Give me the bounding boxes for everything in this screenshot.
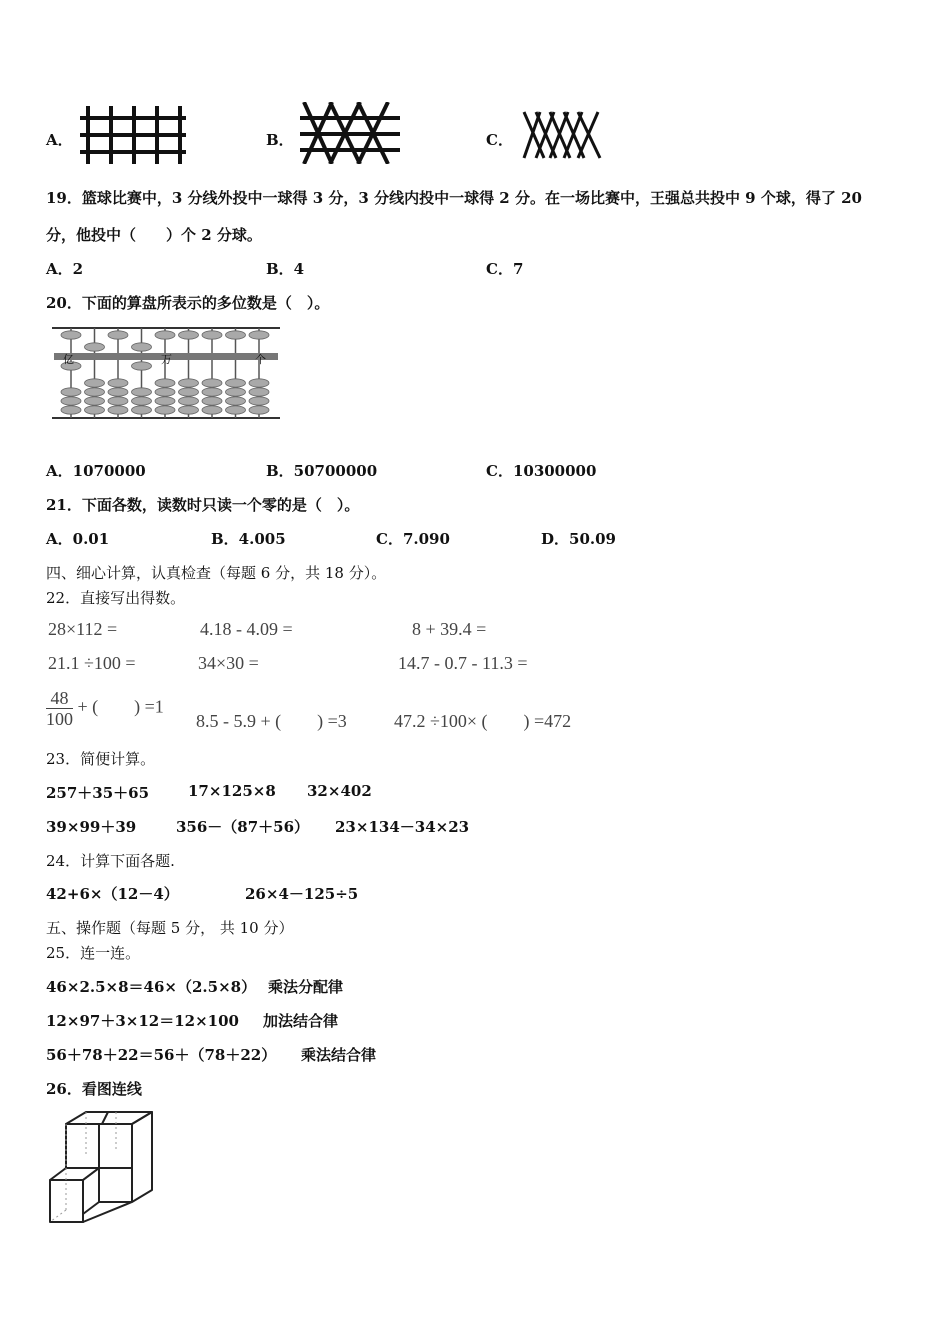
q18-option-a-label: A． (46, 131, 73, 149)
q18-figure-c (522, 110, 604, 160)
q22-r1-c1: 28×112 = (48, 619, 118, 639)
q20-option-c: C．10300000 (486, 462, 597, 480)
abacus-label-ge: 个 (255, 353, 266, 366)
abacus-lower-bead (61, 388, 81, 396)
q19-option-c: C．7 (486, 260, 524, 278)
q22-stem: 22．直接写出得数。 (46, 589, 186, 607)
q18-option-b-label: B． (266, 131, 294, 149)
abacus-lower-bead (179, 397, 199, 405)
abacus-lower-bead (85, 388, 105, 396)
q25-stem: 25．连一连。 (46, 944, 141, 962)
q21-option-a: A．0.01 (46, 530, 110, 548)
abacus-lower-bead (249, 406, 269, 414)
abacus-upper-bead (179, 331, 199, 339)
abacus-upper-bead (132, 343, 152, 351)
q22-r1-c2: 4.18 - 4.09 = (200, 619, 293, 639)
q21-option-b: B．4.005 (211, 530, 286, 548)
abacus-lower-bead (226, 388, 246, 396)
abacus-lower-bead (226, 397, 246, 405)
abacus-lower-bead (132, 362, 152, 370)
abacus-lower-bead (85, 379, 105, 387)
q20-option-b: B．50700000 (266, 462, 378, 480)
q23-r2-c1: 39×99＋39 (46, 818, 137, 836)
abacus-lower-bead (226, 406, 246, 414)
q25-row2-law: 加法结合律 (263, 1012, 339, 1030)
abacus-lower-bead (249, 388, 269, 396)
q25-row1-law: 乘法分配律 (268, 978, 344, 996)
abacus-lower-bead (249, 379, 269, 387)
abacus-lower-bead (179, 388, 199, 396)
q18-figure-a (80, 106, 186, 164)
q22-r2-c2: 34×30 = (198, 653, 259, 673)
abacus-lower-bead (132, 388, 152, 396)
q23-r1-c1: 257＋35＋65 (46, 784, 150, 802)
abacus-lower-bead (85, 397, 105, 405)
abacus-lower-bead (179, 406, 199, 414)
q21-option-d: D．50.09 (541, 530, 616, 548)
abacus-upper-bead (249, 331, 269, 339)
q22-r3-c2: 8.5 - 5.9 + ( ) =3 (196, 711, 347, 731)
q25-row1-expr: 46×2.5×8＝46×（2.5×8） (46, 978, 257, 996)
q20-option-a: A．1070000 (46, 462, 146, 480)
abacus-lower-bead (226, 379, 246, 387)
q25-row2-expr: 12×97＋3×12＝12×100 (46, 1012, 239, 1030)
q19-option-a: A．2 (46, 260, 84, 278)
abacus-lower-bead (179, 379, 199, 387)
abacus-lower-bead (108, 379, 128, 387)
q22-r3-c1 (46, 688, 164, 729)
q22-r1-c3: 8 + 39.4 = (412, 619, 487, 639)
q24-stem: 24．计算下面各题. (46, 852, 175, 870)
abacus-lower-bead (155, 388, 175, 396)
q26-cube-figure (46, 1110, 158, 1226)
abacus-figure (52, 326, 280, 422)
q18-figure-b (300, 102, 400, 164)
abacus-lower-bead (155, 379, 175, 387)
q22-fraction-numerator: 48 (46, 688, 73, 709)
abacus-upper-bead (226, 331, 246, 339)
abacus-label-yi: 亿 (63, 353, 74, 366)
abacus-lower-bead (108, 397, 128, 405)
q23-r1-c2: 17×125×8 (188, 782, 276, 800)
abacus-lower-bead (61, 397, 81, 405)
abacus-lower-bead (108, 406, 128, 414)
q19-option-b: B．4 (266, 260, 305, 278)
q23-r2-c3: 23×134－34×23 (335, 818, 470, 836)
section5-heading: 五、操作题（每题 5 分， 共 10 分） (46, 919, 294, 937)
q24-item-1: 42+6×（12－4） (46, 885, 179, 903)
abacus-lower-bead (61, 406, 81, 414)
abacus-lower-bead (85, 406, 105, 414)
abacus-upper-bead (155, 331, 175, 339)
abacus-upper-bead (108, 331, 128, 339)
abacus-upper-bead (202, 331, 222, 339)
q23-r1-c3: 32×402 (307, 782, 372, 800)
abacus-lower-bead (155, 406, 175, 414)
q22-fraction-denominator: 100 (46, 709, 73, 729)
abacus-label-wan: 万 (161, 353, 172, 366)
abacus-lower-bead (155, 397, 175, 405)
q20-stem: 20．下面的算盘所表示的多位数是（ ）。 (46, 294, 330, 312)
q19-line2: 分，他投中（ ）个 2 分球。 (46, 226, 262, 244)
q18-option-c-label: C． (486, 131, 513, 149)
abacus-lower-bead (202, 406, 222, 414)
abacus-lower-bead (249, 397, 269, 405)
abacus-lower-bead (132, 406, 152, 414)
q22-r2-c1: 21.1 ÷100 = (48, 653, 136, 673)
q24-item-2: 26×4－125÷5 (245, 885, 359, 903)
abacus-lower-bead (202, 388, 222, 396)
q21-stem: 21．下面各数，读数时只读一个零的是（ ）。 (46, 496, 360, 514)
abacus-lower-bead (108, 388, 128, 396)
q22-r3-c3: 47.2 ÷100× ( ) =472 (394, 711, 572, 731)
q25-row3-law: 乘法结合律 (301, 1046, 377, 1064)
q19-line1: 19．篮球比赛中，3 分线外投中一球得 3 分，3 分线内投中一球得 2 分。在一场比赛中，王强总共投中 9 个球，得了 20 (46, 189, 862, 207)
q21-option-c: C．7.090 (376, 530, 450, 548)
q25-row3-expr: 56＋78＋22＝56＋（78＋22） (46, 1046, 277, 1064)
section4-heading: 四、细心计算，认真检查（每题 6 分，共 18 分）。 (46, 564, 387, 582)
q22-r2-c3: 14.7 - 0.7 - 11.3 = (398, 653, 528, 673)
q22-fraction (46, 688, 73, 729)
q23-r2-c2: 356－（87＋56） (176, 818, 310, 836)
q22-r3-c1-rest: + ( ) =1 (77, 696, 164, 717)
abacus-upper-bead (61, 331, 81, 339)
abacus-upper-bead (85, 343, 105, 351)
abacus-lower-bead (132, 397, 152, 405)
abacus-lower-bead (202, 397, 222, 405)
q26-stem: 26．看图连线 (46, 1080, 142, 1098)
abacus-lower-bead (202, 379, 222, 387)
q23-stem: 23．简便计算。 (46, 750, 156, 768)
